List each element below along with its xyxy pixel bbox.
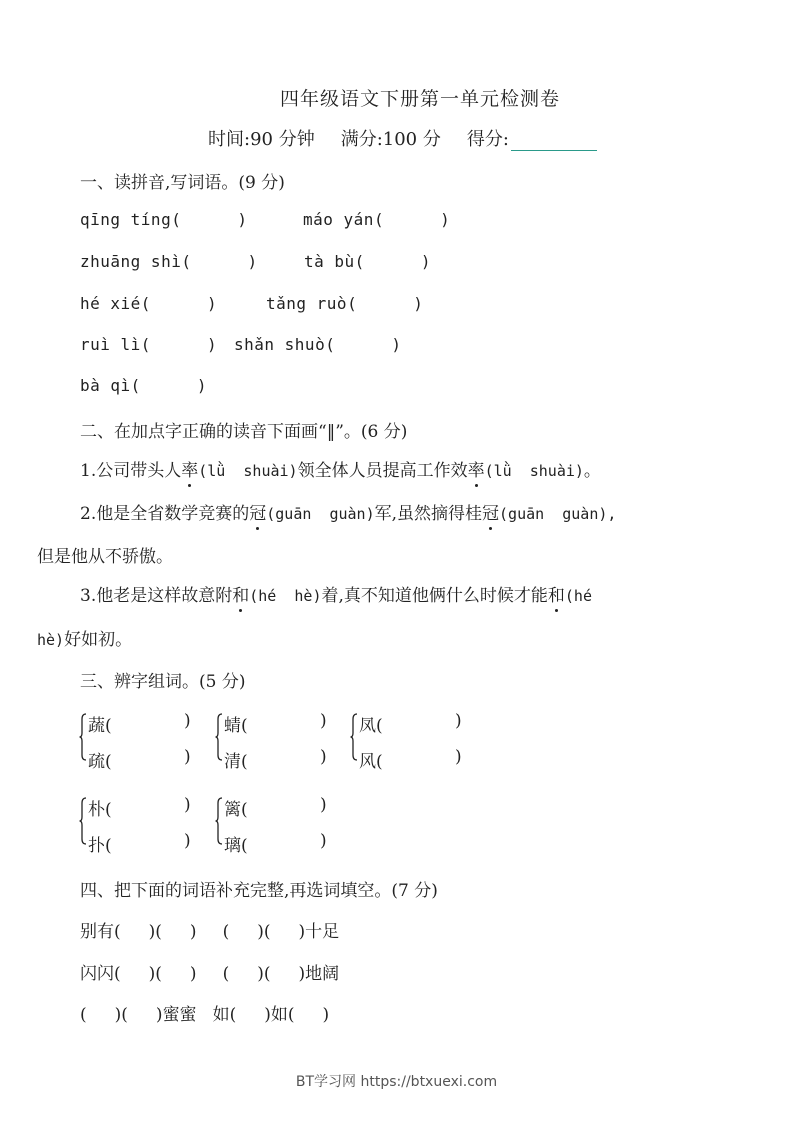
word-blank[interactable]: 朴( ) — [88, 795, 191, 820]
idiom-blank[interactable]: ( ) — [155, 922, 197, 942]
word-blank[interactable]: 篱( ) — [224, 795, 327, 820]
dotted-char: 和 — [232, 581, 249, 606]
char-pair — [215, 795, 335, 856]
pinyin-item: máo yán( ) — [303, 210, 451, 229]
pinyin-item: tà bù( ) — [304, 252, 431, 271]
char-pair — [350, 711, 470, 772]
section-4-heading: 四、把下面的词语补充完整,再选词填空。(7 分) — [80, 881, 438, 901]
word-blank[interactable]: 蜻( ) — [224, 711, 327, 736]
question-2-1: 1.公司带头人率(lǜ shuài)领全体人员提高工作效率(lǜ shuài)。 — [80, 456, 601, 481]
idiom-blank[interactable]: ( ) — [222, 964, 264, 984]
page-title: 四年级语文下册第一单元检测卷 — [279, 88, 560, 110]
word-blank[interactable]: 蔬( ) — [88, 711, 191, 736]
word-blank[interactable]: 风( ) — [359, 747, 462, 772]
idiom-blank[interactable]: ( ) — [263, 922, 306, 942]
dotted-char: 和 — [548, 581, 565, 606]
pronunciation-options[interactable]: hè) — [37, 631, 65, 649]
word-blank[interactable]: 疏( ) — [88, 747, 191, 772]
word-blank[interactable]: 凤( ) — [359, 711, 462, 736]
pronunciation-options[interactable]: (lǜ shuài) — [484, 462, 584, 480]
idiom-blank[interactable]: ( ) — [80, 1005, 122, 1025]
question-2-2-cont: 但是他从不骄傲。 — [37, 547, 173, 567]
brace-icon — [350, 713, 358, 761]
char-pair — [215, 711, 335, 772]
question-2-3: 3.他老是这样故意附和(hé hè)着,真不知道他俩什么时候才能和(hé — [80, 581, 592, 606]
pronunciation-options[interactable]: (guān guàn) — [266, 505, 375, 523]
exam-meta — [208, 125, 597, 151]
idiom-blank[interactable]: ( ) — [222, 922, 264, 942]
section-2-heading: 二、在加点字正确的读音下面画“‖”。(6 分) — [80, 422, 408, 442]
idiom-blank[interactable]: ( ) — [155, 964, 197, 984]
pinyin-item: shǎn shuò( ) — [234, 335, 402, 354]
word-blank[interactable]: 扑( ) — [88, 831, 191, 856]
pinyin-item: qīng tíng( ) — [80, 210, 248, 229]
question-2-3-cont: hè)好如初。 — [37, 630, 133, 650]
pronunciation-options[interactable]: (lǜ shuài) — [198, 462, 298, 480]
brace-icon — [215, 797, 223, 845]
brace-icon — [215, 713, 223, 761]
pinyin-item: hé xié( ) — [80, 294, 218, 313]
dotted-char: 率 — [468, 456, 485, 481]
idiom-blank[interactable]: ( ) — [114, 964, 156, 984]
idiom-blank[interactable]: ( ) — [287, 1005, 330, 1025]
idiom-blank[interactable]: ( ) — [121, 1005, 163, 1025]
question-2-2: 2.他是全省数学竞赛的冠(guān guàn)军,虽然摘得桂冠(guān guàn), — [80, 499, 616, 524]
pinyin-item: tǎng ruò( ) — [266, 294, 424, 313]
pinyin-item: ruì lì( ) — [80, 335, 218, 354]
footer-watermark: BT学习网 https://btxuexi.com — [295, 1074, 498, 1090]
section-3-heading: 三、辨字组词。(5 分) — [80, 672, 246, 692]
full-score: 满分:100 分 — [340, 129, 441, 150]
char-pair — [79, 711, 199, 772]
char-pair — [79, 795, 199, 856]
pinyin-item: zhuāng shì( ) — [80, 252, 258, 271]
idiom-row: 别有( )( ) ( )( )十足 — [80, 922, 340, 942]
idiom-blank[interactable]: ( ) — [114, 922, 156, 942]
dotted-char: 冠 — [482, 499, 499, 524]
time-limit: 时间:90 分钟 — [208, 129, 315, 150]
dotted-char: 率 — [181, 456, 198, 481]
pronunciation-options[interactable]: (hé — [564, 587, 592, 605]
section-1-heading: 一、读拼音,写词语。(9 分) — [80, 173, 285, 193]
word-blank[interactable]: 清( ) — [224, 747, 327, 772]
brace-icon — [79, 713, 87, 761]
idiom-row: ( )( )蜜蜜 如( )如( ) — [80, 1005, 330, 1025]
brace-icon — [79, 797, 87, 845]
score-input-line[interactable] — [511, 132, 597, 151]
pronunciation-options[interactable]: (guān guàn), — [499, 505, 617, 523]
pinyin-item: bà qì( ) — [80, 376, 207, 395]
idiom-blank[interactable]: ( ) — [229, 1005, 271, 1025]
score-label: 得分: — [466, 129, 509, 150]
word-blank[interactable]: 璃( ) — [224, 831, 327, 856]
idiom-blank[interactable]: ( ) — [263, 964, 306, 984]
dotted-char: 冠 — [249, 499, 266, 524]
pronunciation-options[interactable]: (hé hè) — [249, 587, 322, 605]
idiom-row: 闪闪( )( ) ( )( )地阔 — [80, 964, 340, 984]
